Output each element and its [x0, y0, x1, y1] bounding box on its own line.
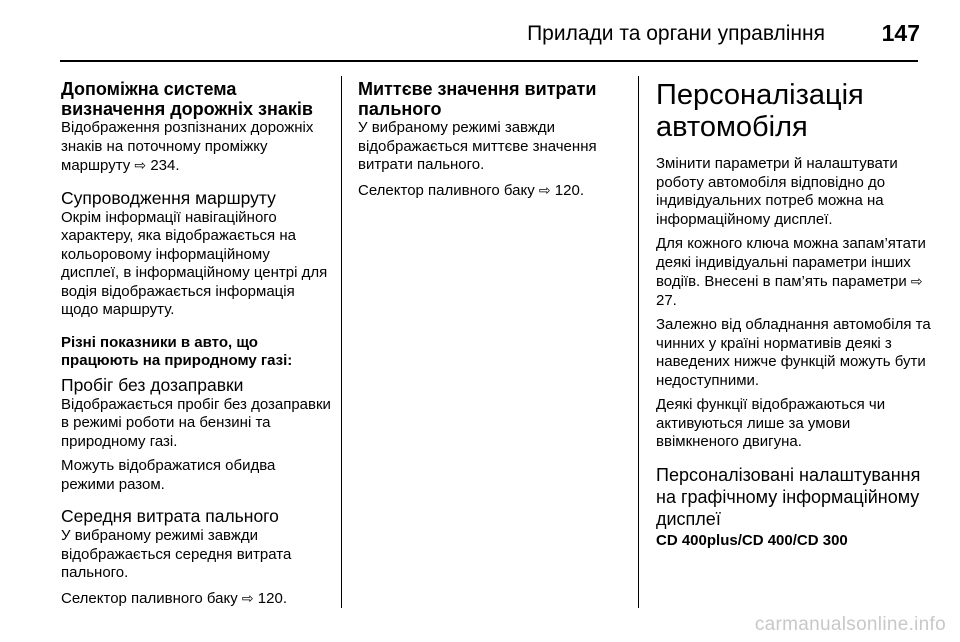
subsection-title-average-consumption: Середня витрата пального [61, 506, 279, 526]
page-reference[interactable]: 120. [554, 181, 584, 199]
chapter-heading-personalization: Персоналізація автомобіля [656, 79, 864, 143]
column-3 [656, 79, 931, 549]
paragraph: Можуть відображатися обидва режими разом. [61, 457, 276, 493]
paragraph: Змінити параметри й налаштувати роботу автомобіля відповідно до індивідуальних потреб можна на інформаційному дисплеї. [656, 155, 898, 228]
subsection-title-route-guidance: Супроводження маршруту [61, 187, 276, 208]
column-divider [341, 76, 342, 608]
running-header-title: Прилади та органи управління [527, 22, 825, 45]
paragraph: У вибраному режимі завжди відображається миттєве значення витрати пального. [358, 119, 597, 173]
page-reference[interactable]: 120. [257, 589, 287, 607]
page-ref-arrow-icon: ⇨ [241, 589, 254, 606]
paragraph: Окрім інформації навігаційного характеру, яка відображається на кольоровому інформаційному дисплеї, в інформаційному центрі для водія відображається інформація щодо маршруту. [61, 208, 328, 318]
page-ref-arrow-icon: ⇨ [134, 157, 147, 173]
page-ref-arrow-icon: ⇨ [910, 273, 923, 289]
model-list: CD 400plus/CD 400/CD 300 [656, 531, 848, 549]
paragraph: Селектор паливного баку ⇨ 120. [358, 181, 584, 199]
section-heading-traffic-sign-assistant: Допоміжна система визначення дорожніх знаків [61, 79, 313, 119]
column-1 [61, 79, 331, 614]
bold-subheading-cng: Різні показники в авто, що працюють на природному газі: [61, 333, 293, 369]
column-2 [358, 79, 620, 206]
column-divider [638, 76, 639, 608]
paragraph: Деякі функції відображаються чи активуються лише за умови ввімкненого двигуна. [656, 396, 886, 450]
page-reference[interactable]: 27. [656, 291, 677, 309]
paragraph: Відображається пробіг без дозаправки в режимі роботи на бензині та природному газі. [61, 395, 331, 450]
header-rule [60, 60, 918, 62]
page-number: 147 [881, 20, 920, 46]
page-reference[interactable]: 234. [150, 157, 180, 174]
paragraph: У вибраному режимі завжди відображається середня витрата пального. [61, 527, 292, 581]
paragraph: Для кожного ключа можна запам’ятати деякі індивідуальні параметри інших водіїв. Внесені в пам’ять параметри ⇨ 27. [656, 235, 926, 309]
watermark: carmanualsonline.info [754, 614, 946, 635]
subsection-title-graphic-display: Персоналізовані налаштування на графічному інформаційному дисплеї [656, 464, 921, 529]
paragraph: Селектор паливного баку ⇨ 120. [61, 589, 287, 607]
paragraph: Залежно від обладнання автомобіля та чинних у країні нормативів деякі з наведених нижче функцій можуть бути недоступними. [656, 316, 931, 389]
paragraph: Відображення розпізнаних дорожніх знаків на поточному проміжку маршруту ⇨ 234. [61, 119, 314, 174]
subsection-title-range: Пробіг без дозаправки [61, 374, 244, 395]
section-heading-instant-consumption: Миттєве значення витрати пального [358, 79, 597, 119]
page-ref-arrow-icon: ⇨ [538, 181, 551, 198]
